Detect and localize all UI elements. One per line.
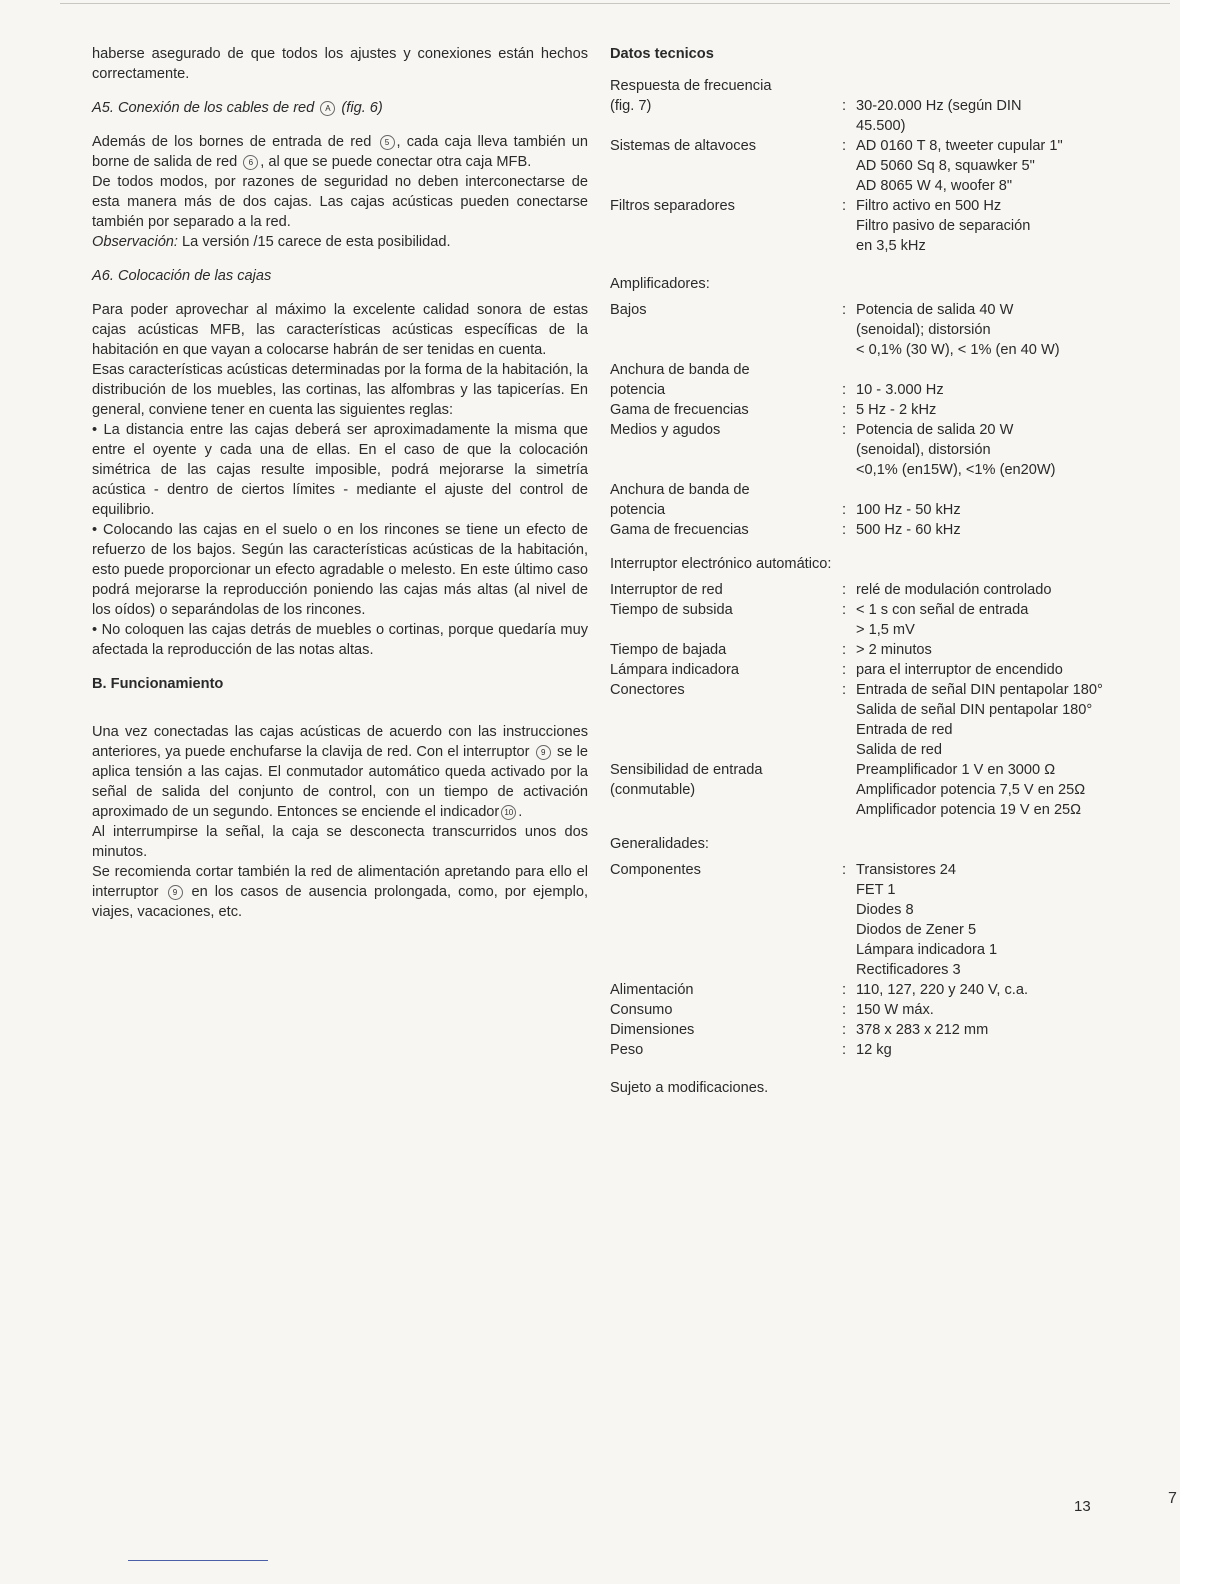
ref-circle-icon: 10 [501, 805, 516, 820]
ref-circle-icon: A [320, 101, 335, 116]
spec-row-indicator: Lámpara indicadora : para el interruptor de encendido [610, 662, 1063, 678]
spec-row-bandwidth-2: Anchura de banda de potencia : 100 Hz - 50 kHz [610, 482, 961, 518]
paragraph: Además de los bornes de entrada de red 5 , cada caja lleva también un borne de salida de red 6 , al que se puede conectar otra caja MFB. [92, 134, 589, 170]
amplifiers-heading: Amplificadores: [610, 276, 710, 292]
spec-row-fall-time: Tiempo de bajada : > 2 minutos [610, 642, 932, 658]
scan-margin [1180, 0, 1224, 1584]
paragraph: Para poder aprovechar al máximo la excelente calidad sonora de estas cajas acústicas MFB, las características acústicas específicas de la habitación en que vayan a colocarse habrán de ser tenidas en cuenta. [92, 302, 588, 358]
spec-row-sensitivity: Sensibilidad de entrada (conmutable) Preamplificador 1 V en 3000 Ω Amplificador potencia 7,5 V en 25Ω Amplificador potencia 19 V en 25Ω [610, 762, 1086, 818]
bullet-item: • La distancia entre las cajas deberá ser aproximadamente la misma que entre el oyente y cada una de ellas. En el caso de que la colocación simétrica de las cajas resulte imposible, podrá mejorarse la simetría acústica - dentro de ciertos límites - mediante el ajuste del control de equilibrio. [92, 422, 588, 518]
paragraph: haberse asegurado de que todos los ajustes y conexiones están hechos correctamente. [92, 46, 588, 82]
page-number: 13 [1074, 1498, 1091, 1515]
spec-row-bandwidth-1: Anchura de banda de potencia : 10 - 3.000 Hz [610, 362, 944, 398]
spec-row-mains-switch: Interruptor de red : relé de modulación controlado [610, 582, 1052, 598]
ref-circle-icon: 9 [536, 745, 551, 760]
spec-row-bass: Bajos : Potencia de salida 40 W (senoidal); distorsión < 0,1% (30 W), < 1% (en 40 W) [610, 302, 1060, 358]
spec-row-connectors: Conectores : Entrada de señal DIN pentapolar 180° Salida de señal DIN pentapolar 180° Entrada de red Salida de red [610, 682, 1103, 758]
bullet-item: • No coloquen las cajas detrás de muebles o cortinas, porque quedaría muy afectada la reproducción de las notas altas. [92, 622, 588, 658]
spec-row-range-2: Gama de frecuencias : 500 Hz - 60 kHz [610, 522, 961, 538]
spec-row-power-supply: Alimentación : 110, 127, 220 y 240 V, c.a. [610, 982, 1029, 998]
paragraph: Una vez conectadas las cajas acústicas de acuerdo con las instrucciones anteriores, ya puede enchufarse la clavija de red. Con el interruptor 9 se le aplica tensión a las cajas. El conmutador automático queda activado por la señal de salida del conjunto de control, con un tiempo de activación aproximado de un segundo. Entonces se enciende el indicador 10 . [92, 724, 588, 820]
spec-row-rise-time: Tiempo de subsida : < 1 s con señal de entrada > 1,5 mV [610, 602, 1029, 638]
section-b-heading: B. Funcionamiento [92, 676, 224, 692]
paragraph: Al interrumpirse la señal, la caja se desconecta transcurridos unos dos minutos. [92, 824, 588, 860]
bullet-item: • Colocando las cajas en el suelo o en los rincones se tiene un efecto de refuerzo de los bajos. Según las características acústicas de la habitación, esto puede proporcionar un efecto agradable o melesto. En este último caso podrá mejorarse la reproducción poniendo las cajas más altas (al nivel de los oídos) o separándolas de los rincones. [92, 522, 588, 618]
switch-heading: Interruptor electrónico automático: [610, 556, 832, 572]
specs-footer-note: Sujeto a modificaciones. [610, 1080, 769, 1096]
section-a5-heading: A5. Conexión de los cables de red A (fig. 6) [92, 100, 383, 116]
top-edge-line [60, 3, 1170, 4]
spec-row-speakers: Sistemas de altavoces : AD 0160 T 8, tweeter cupular 1" AD 5060 Sq 8, squawker 5" AD 8065 W 4, woofer 8" [610, 138, 1063, 194]
spec-row-weight: Peso : 12 kg [610, 1042, 892, 1058]
bottom-rule [128, 1560, 268, 1561]
spec-row-dimensions: Dimensiones : 378 x 283 x 212 mm [610, 1022, 989, 1038]
paragraph: Se recomienda cortar también la red de alimentación apretando para ello el interruptor 9 en los casos de ausencia prolongada, como, por ejemplo, viajes, vacaciones, etc. [92, 864, 589, 920]
ref-circle-icon: 9 [168, 885, 183, 900]
general-heading: Generalidades: [610, 836, 709, 852]
spec-row-filters: Filtros separadores : Filtro activo en 500 Hz Filtro pasivo de separación en 3,5 kHz [610, 198, 1031, 254]
spec-row-range-1: Gama de frecuencias : 5 Hz - 2 kHz [610, 402, 937, 418]
spec-row-consumption: Consumo : 150 W máx. [610, 1002, 934, 1018]
ref-circle-icon: 6 [243, 155, 258, 170]
spec-row-frequency: Respuesta de frecuencia (fig. 7) : 30-20.000 Hz (según DIN 45.500) [610, 78, 1022, 134]
section-a6-heading: A6. Colocación de las cajas [92, 268, 272, 284]
ref-circle-icon: 5 [380, 135, 395, 150]
spec-row-components: Componentes : Transistores 24 FET 1 Diodes 8 Diodos de Zener 5 Lámpara indicadora 1 Rectificadores 3 [610, 862, 998, 978]
left-column [92, 44, 588, 922]
paragraph: Esas características acústicas determinadas por la forma de la habitación, la distribución de los muebles, las cortinas, las alfombras y las tapicerías. En general, conviene tener en cuenta las siguientes reglas: [92, 362, 588, 418]
observation: Observación: La versión /15 carece de esta posibilidad. [92, 234, 451, 250]
paragraph: De todos modos, por razones de seguridad no deben interconectarse de esta manera más de dos cajas. Las cajas acústicas pueden conectarse también por separado a la red. [92, 174, 588, 230]
margin-mark: 7 [1168, 1490, 1177, 1507]
specs-title: Datos tecnicos [610, 46, 714, 62]
right-column [610, 44, 1130, 1104]
spec-row-mid-high: Medios y agudos : Potencia de salida 20 W (senoidal), distorsión <0,1% (en15W), <1% (en20W) [610, 422, 1056, 478]
